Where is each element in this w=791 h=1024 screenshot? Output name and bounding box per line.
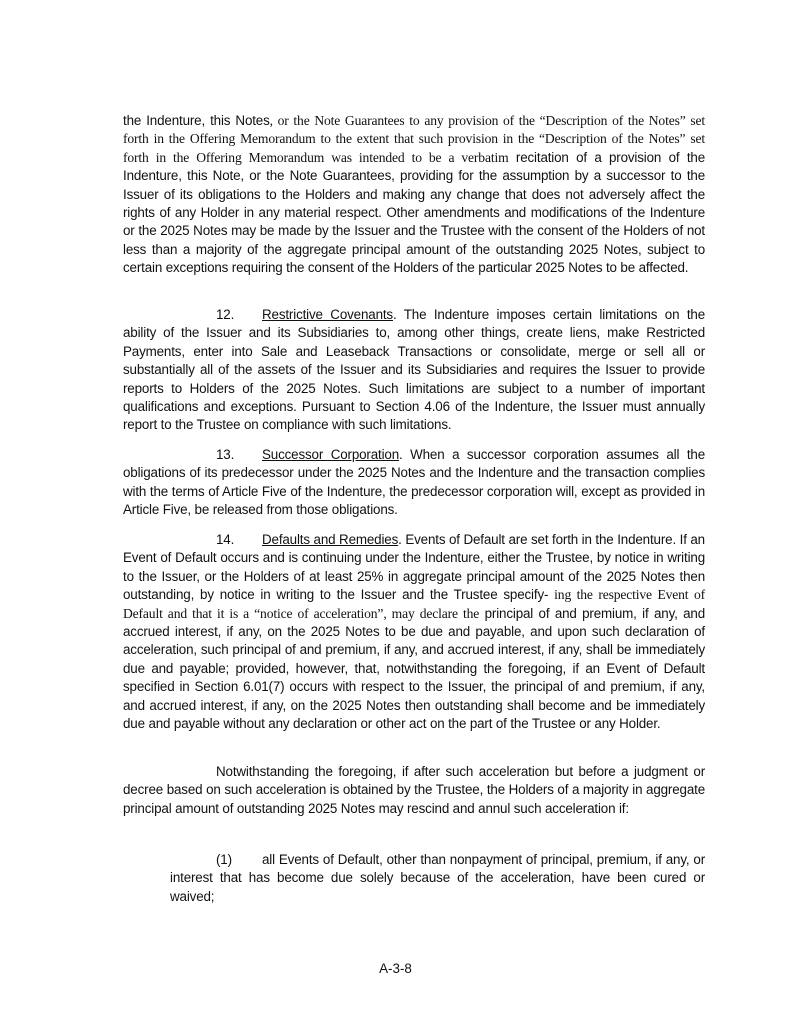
list-item-1-text: all Events of Default, other than nonpayment of principal, premium, if any, or interest that has become due solely because of the acceleration, have been cured or waived; [170, 852, 705, 904]
notwithstanding-paragraph [123, 763, 705, 818]
section-13-text: . When a successor corporation assumes all the obligations of its predecessor under the 2025 Notes and the Indenture and the transaction complies with the terms of Article Five of the Indenture, the predecessor corporation will, except as provided in Article Five, be released from those obligations. [123, 447, 705, 518]
amendment-text-part-1: the Indenture, this Notes [123, 113, 270, 128]
list-item-1-number: (1) [216, 852, 232, 867]
page-number: A-3-8 [379, 961, 412, 976]
section-14-text-c: principal of and premium, if any, and accrued interest, if any, on the 2025 Notes to be due and payable, and upon such declaration of acceleration, such principal of and premium, if any, and accrued interest, if any, shall be immediately due and payable; provided, however, that, notwithstanding the foregoing, if an Event of Default specified in Section 6.01(7) occurs with respect to the Issuer, the principal of and premium, if any, and accrued interest, if any, on the 2025 Notes then outstanding shall become and be immediately due and payable without any declaration or other act on the part of the Trustee or any Holder. [123, 605, 706, 732]
section-12-number: 12. [216, 307, 235, 322]
list-item-1 [170, 851, 705, 906]
amendment-text-part-3: recitation of a provision of the Indenture, this Note, or the Note Guarantees, providing for the assumption by a successor to the Issuer of its obligations to the Holders and making any change that does not adversely affect the rights of any Holder in any material respect. Other amendments and modifications of the Indenture or the 2025 Notes may be made by the Issuer and the Trustee with the consent of the Holders of not less than a majority of the aggregate principal amount of the outstanding 2025 Notes, subject to certain exceptions requiring the consent of the Holders of the particular 2025 Notes to be affected. [123, 149, 705, 276]
section-13-number: 13. [216, 447, 235, 462]
section-12-heading: Restrictive Covenants [262, 307, 393, 322]
notwithstanding-text: Notwithstanding the foregoing, if after such acceleration but before a judgment or decree based on such acceleration is obtained by the Trustee, the Holders of a majority in aggregate principal amount of outstanding 2025 Notes may rescind and annul such acceleration if: [123, 764, 705, 816]
section-14-text-b: ing the respective Event of Default and that it is a “notice of acceleration”, may declare the [123, 587, 705, 621]
section-13-heading: Successor Corporation [262, 447, 400, 462]
section-14-heading: Defaults and Remedies [262, 532, 399, 547]
section-12-text: . The Indenture imposes certain limitations on the ability of the Issuer and its Subsidiaries to, among other things, create liens, make Restricted Payments, enter into Sale and Leaseback Transactions or consolidate, merge or sell all or substantially all of the assets of the Issuer and its Subsidiaries and requires the Issuer to provide reports to Holders of the 2025 Notes. Such limitations are subject to a number of important qualifications and exceptions. Pursuant to Section 4.06 of the Indenture, the Issuer must annually report to the Trustee on compliance with such limitations. [123, 307, 705, 433]
section-14-text-a: . Events of Default are set forth in the Indenture. If an Event of Default occurs and is continuing under the Indenture, either the Trustee, by notice in writing to the Issuer, or the Holders of at least 25% in aggregate principal amount of the 2025 Notes then outstanding, by notice in writing to the Issuer and the Trustee specify- [123, 532, 705, 603]
section-14-number: 14. [216, 532, 235, 547]
section-12-restrictive-covenants [123, 306, 705, 435]
amendment-text-part-2: , or the Note Guarantees to any provision of the “Description of the Notes” set forth in the Offering Memorandum to the extent that such provision in the “Description of the Notes” set forth in the Offering Memorandum was intended to be a verbatim [123, 113, 705, 165]
section-13-successor-corporation [123, 446, 705, 520]
section-14-defaults-and-remedies [123, 531, 705, 733]
amendment-paragraph [123, 112, 705, 278]
